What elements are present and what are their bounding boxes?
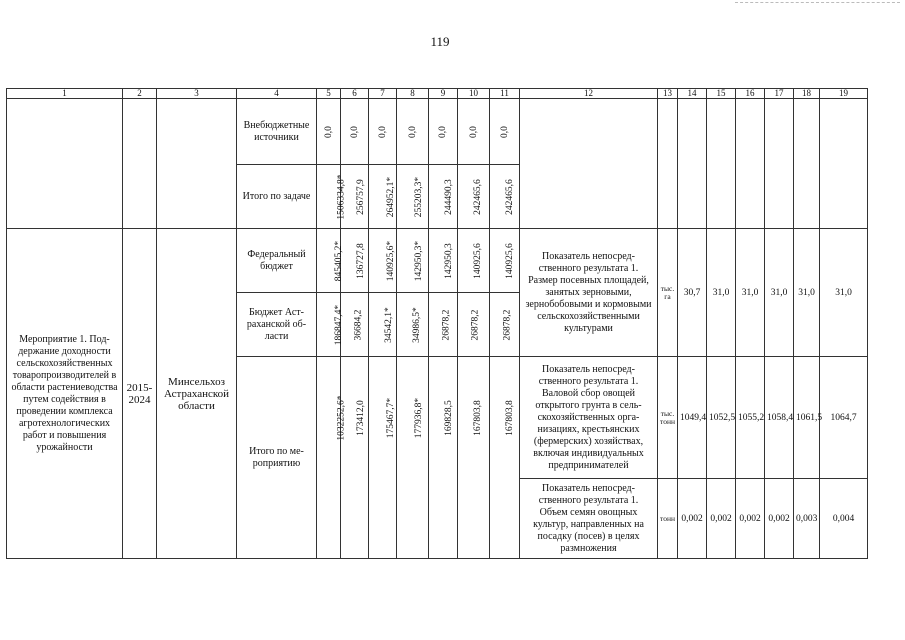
empty-cell: [490, 479, 520, 559]
column-number: 16: [736, 89, 765, 99]
value-cell: 167803,8: [490, 357, 520, 479]
value-cell: 0,0: [341, 99, 369, 165]
value-cell: 34986,5*: [397, 293, 429, 357]
empty-cell: [794, 99, 820, 229]
indicator-value: 1064,7: [820, 357, 868, 479]
indicator-value: 31,0: [820, 229, 868, 357]
indicator-unit: тыс. тонн: [658, 357, 678, 479]
empty-cell: [820, 99, 868, 229]
value-cell: 255203,3*: [397, 165, 429, 229]
source-label: Федеральный бюджет: [237, 229, 317, 293]
page-number: 119: [430, 34, 450, 49]
empty-cell: [317, 479, 341, 559]
value-cell: 26878,2: [429, 293, 458, 357]
empty-cell: [736, 99, 765, 229]
value-cell: 142950,3: [429, 229, 458, 293]
value-cell: 34542,1*: [369, 293, 397, 357]
source-label: Внебюджетные источники: [237, 99, 317, 165]
table-row: [7, 229, 868, 293]
value-cell: 175467,7*: [369, 357, 397, 479]
column-number: 2: [123, 89, 157, 99]
indicator-value: 31,0: [765, 229, 794, 357]
program-table: [6, 88, 868, 559]
empty-cell: [369, 479, 397, 559]
indicator-value: 0,004: [820, 479, 868, 559]
column-number: 8: [397, 89, 429, 99]
value-cell: 1506334,8*: [317, 165, 341, 229]
value-cell: 845405,2*: [317, 229, 341, 293]
event-name: Мероприятие 1. Поддержание доходности сельскохозяйственных товаропроизводителей в области растениеводства путем содействия в проведении комплекса агротехнологических работ и повышения урожайности: [7, 229, 123, 559]
empty-cell: [397, 479, 429, 559]
value-cell: 140925,6*: [369, 229, 397, 293]
value-cell: 1032252,6*: [317, 357, 341, 479]
value-cell: 26878,2: [490, 293, 520, 357]
column-number-row: [7, 89, 868, 99]
indicator-value: 31,0: [794, 229, 820, 357]
indicator-value: 1058,4: [765, 357, 794, 479]
indicator-unit: тонн: [658, 479, 678, 559]
value-cell: 0,0: [317, 99, 341, 165]
indicator-value: 30,7: [678, 229, 707, 357]
indicator-value: 31,0: [707, 229, 736, 357]
value-cell: 142950,3*: [397, 229, 429, 293]
indicator-value: 1049,4: [678, 357, 707, 479]
value-cell: 0,0: [490, 99, 520, 165]
indicator-value: 0,002: [765, 479, 794, 559]
value-cell: 140925,6: [458, 229, 490, 293]
empty-cell: [429, 479, 458, 559]
empty-cell: [7, 99, 123, 229]
value-cell: 0,0: [458, 99, 490, 165]
empty-cell: [765, 99, 794, 229]
source-label: Итого по мероприятию: [237, 357, 317, 559]
empty-cell: [707, 99, 736, 229]
column-number: 15: [707, 89, 736, 99]
value-cell: 186847,4*: [317, 293, 341, 357]
source-label: Итого по задаче: [237, 165, 317, 229]
value-cell: 36684,2: [341, 293, 369, 357]
value-cell: 26878,2: [458, 293, 490, 357]
value-cell: 256757,9: [341, 165, 369, 229]
event-period: 2015-2024: [123, 229, 157, 559]
column-number: 1: [7, 89, 123, 99]
empty-cell: [520, 99, 658, 229]
indicator-value: 0,002: [707, 479, 736, 559]
column-number: 14: [678, 89, 707, 99]
empty-cell: [678, 99, 707, 229]
value-cell: 242465,6: [490, 165, 520, 229]
value-cell: 244490,3: [429, 165, 458, 229]
table-row: [7, 99, 868, 165]
value-cell: 0,0: [397, 99, 429, 165]
indicator-value: 1055,2: [736, 357, 765, 479]
value-cell: 140925,6: [490, 229, 520, 293]
column-number: 19: [820, 89, 868, 99]
column-number: 13: [658, 89, 678, 99]
indicator-text: Показатель непосредственного результата 1. Валовой сбор овощей открытого грунта в сельскохозяйственных организациях, крестьянских (фермерских) хозяйствах, включая индивидуальных предпринимателей: [520, 357, 658, 479]
value-cell: 177936,8*: [397, 357, 429, 479]
column-number: 3: [157, 89, 237, 99]
source-label: Бюджет Астраханской области: [237, 293, 317, 357]
event-executor: Минсельхоз Астраханской области: [157, 229, 237, 559]
column-number: 4: [237, 89, 317, 99]
empty-cell: [157, 99, 237, 229]
indicator-text: Показатель непосредственного результата 1. Объем семян овощных культур, направленных на посадку (посев) в целях размножения: [520, 479, 658, 559]
column-number: 12: [520, 89, 658, 99]
column-number: 9: [429, 89, 458, 99]
indicator-text: Показатель непосредственного результата 1. Размер посевных площадей, занятых зерновыми, зернобобовыми и кормовыми сельскохозяйственными культурами: [520, 229, 658, 357]
indicator-value: 0,003: [794, 479, 820, 559]
column-number: 10: [458, 89, 490, 99]
column-number: 5: [317, 89, 341, 99]
indicator-value: 0,002: [736, 479, 765, 559]
value-cell: 242465,6: [458, 165, 490, 229]
value-cell: 169828,5: [429, 357, 458, 479]
column-number: 18: [794, 89, 820, 99]
indicator-value: 31,0: [736, 229, 765, 357]
empty-cell: [458, 479, 490, 559]
indicator-value: 1052,5: [707, 357, 736, 479]
value-cell: 264952,1*: [369, 165, 397, 229]
column-number: 6: [341, 89, 369, 99]
value-cell: 0,0: [369, 99, 397, 165]
value-cell: 167803,8: [458, 357, 490, 479]
column-number: 11: [490, 89, 520, 99]
indicator-value: 1061,5: [794, 357, 820, 479]
value-cell: 0,0: [429, 99, 458, 165]
indicator-unit: тыс. га: [658, 229, 678, 357]
empty-cell: [123, 99, 157, 229]
empty-cell: [341, 479, 369, 559]
value-cell: 136727,8: [341, 229, 369, 293]
column-number: 17: [765, 89, 794, 99]
column-number: 7: [369, 89, 397, 99]
value-cell: 173412,0: [341, 357, 369, 479]
top-edge-mark: [735, 2, 900, 3]
empty-cell: [658, 99, 678, 229]
indicator-value: 0,002: [678, 479, 707, 559]
